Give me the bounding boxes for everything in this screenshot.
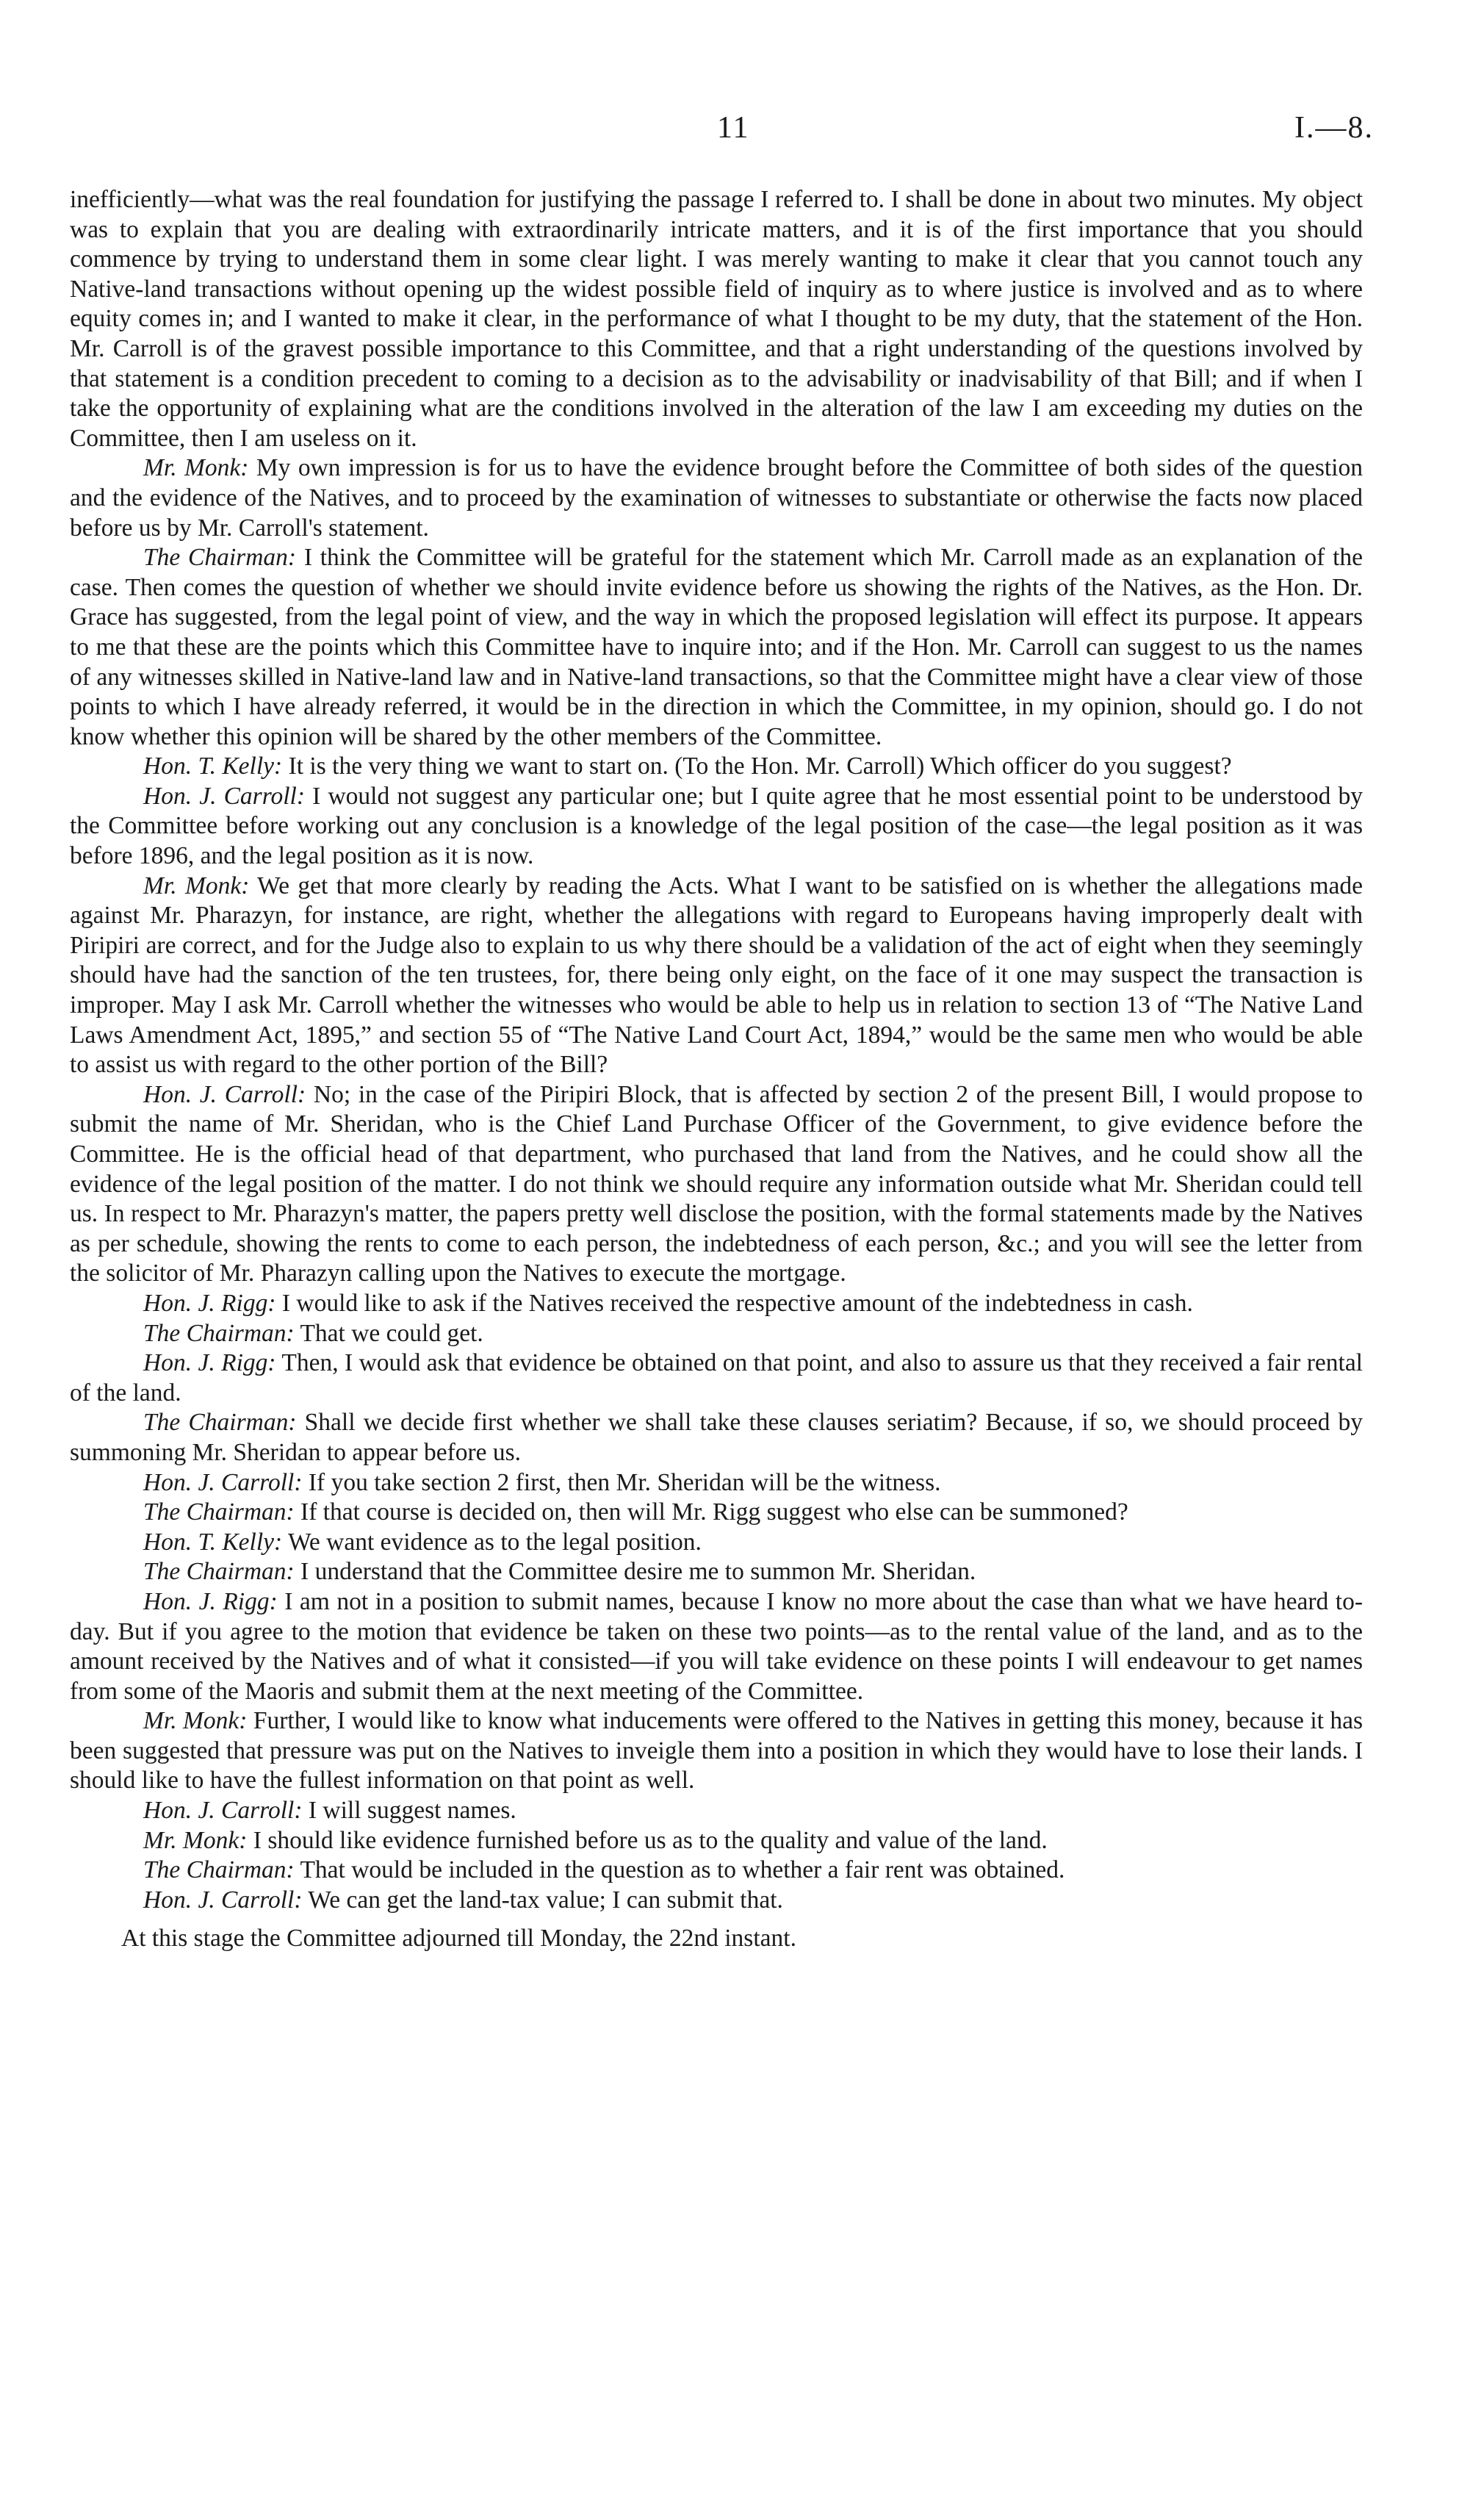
speaker-name: The Chairman: [143,544,297,572]
speaker-name: Mr. Monk: [143,872,250,899]
speech-text: If that course is decided on, then will Mr. Rigg suggest who else can be summoned? [294,1498,1128,1526]
speech-paragraph [70,782,1363,872]
speaker-name: The Chairman: [143,1856,295,1884]
paragraph-text: inefficiently—what was the real foundation for justifying the passage I referred to. I shall be done in about two minutes. My object was to explain that you are dealing with extraordinarily intricate matters, and it is of the first importance that you should commence by trying to understand them in some clear light. I was merely wanting to make it clear that you cannot touch any Native-land transactions without opening up the widest possible field of inquiry as to where justice is involved and as to where equity comes in; and I wanted to make it clear, in the performance of what I thought to be my duty, that the statement of the Hon. Mr. Carroll is of the gravest possible importance to this Committee, and that a right understanding of the questions involved by that statement is a condition precedent to coming to a decision as to the advisability or inadvisability of that Bill; and if when I take the opportunity of explaining what are the conditions involved in the alteration of the law I am exceeding my duties on the Committee, then I am useless on it. [70,186,1363,452]
speaker-name: The Chairman: [143,1498,295,1526]
speech-text: It is the very thing we want to start on. (To the Hon. Mr. Carroll) Which officer do you suggest? [282,752,1232,780]
speaker-name: The Chairman: [143,1409,297,1437]
document-body [70,185,1363,1954]
adjournment-note: At this stage the Committee adjourned till Monday, the 22nd instant. [121,1925,796,1953]
speech-paragraph [70,1289,1363,1319]
speech-paragraph [70,1408,1363,1468]
speaker-name: Hon. J. Carroll: [143,1080,306,1108]
speech-paragraph [70,1348,1363,1408]
speaker-name: Hon. J. Rigg: [143,1289,276,1317]
speaker-name: Hon. J. Carroll: [143,1797,303,1825]
speech-text: If you take section 2 first, then Mr. Sheridan will be the witness. [302,1468,941,1496]
speech-paragraph [70,1498,1363,1528]
speech-text: That would be included in the question as to whether a fair rent was obtained. [294,1856,1065,1884]
speaker-name: Hon. J. Carroll: [143,782,306,810]
page-number: 11 [717,111,750,145]
speech-paragraph [70,1587,1363,1706]
speech-text: I think the Committee will be grateful for the statement which Mr. Carroll made as an explanation of the case. Then comes the question of whether we should invite evidence before us showing the rights of the Natives, as the Hon. Dr. Grace has suggested, from the legal point of view, and the way in which the proposed legislation will effect its purpose. It appears to me that these are the points which this Committee have to inquire into; and if the Hon. Mr. Carroll can suggest to us the names of any witnesses skilled in Native-land law and in Native-land transactions, so that the Committee might have a clear view of those points to which I have already referred, it would be in the direction in which the Committee, in my opinion, should go. I do not know whether this opinion will be shared by the other members of the Committee. [70,544,1364,750]
speech-text: I would not suggest any particular one; but I quite agree that he most essential point to be understood by the Committee before working out any conclusion is a knowledge of the legal position of the case—the legal position as it was before 1896, and the legal position as it is now. [70,782,1363,870]
speech-text: We get that more clearly by reading the Acts. What I want to be satisfied on is whether the allegations made against Mr. Pharazyn, for instance, are right, whether the allegations with regard to Europeans having improperly dealt with Piripiri are correct, and for the Judge also to explain to us why there should be a validation of the act of eight when they seemingly should have had the sanction of the ten trustees, for, there being only eight, on the face of it one may suspect the transaction is improper. May I ask Mr. Carroll whether the witnesses who would be able to help us in relation to section 13 of “The Native Land Laws Amendment Act, 1895,” and section 55 of “The Native Land Court Act, 1894,” would be the same men who would be able to assist us with regard to the other portion of the Bill? [70,872,1363,1079]
speech-text: Shall we decide first whether we shall take these clauses seriatim? Because, if so, we should proceed by summoning Mr. Sheridan to appear before us. [70,1409,1363,1466]
speech-text: I am not in a position to submit names, because I know no more about the case than what we have heard to-day. But if you agree to the motion that evidence be taken on these two points—as to the rental value of the land, and as to the amount received by the Natives and of what it consisted—if you will take evidence on these points I will endeavour to get names from some of the Maoris and submit them at the next meeting of the Committee. [70,1587,1363,1705]
speech-paragraph [70,1319,1363,1349]
speech-text: I would like to ask if the Natives received the respective amount of the indebtedness in cash. [275,1289,1193,1317]
paragraph [70,185,1363,453]
speech-paragraph [70,453,1363,543]
speech-text: My own impression is for us to have the evidence brought before the Committee of both sides of the question and the evidence of the Natives, and to proceed by the examination of witnesses to substantiate or otherwise the facts now placed before us by Mr. Carroll's statement. [70,454,1363,542]
speech-paragraph [70,1528,1363,1558]
speech-text: That we could get. [294,1319,483,1347]
speech-paragraph [70,1886,1363,1916]
speaker-name: Hon. J. Rigg: [143,1349,276,1377]
speaker-name: The Chairman: [143,1319,295,1347]
speech-paragraph [70,1706,1363,1796]
speaker-name: Hon. J. Carroll: [143,1886,303,1914]
speech-text: We want evidence as to the legal position. [282,1528,702,1556]
speech-text: No; in the case of the Piripiri Block, that is affected by section 2 of the present Bill, I would propose to submit the name of Mr. Sheridan, who is the Chief Land Purchase Officer of the Government, to give evidence before the Committee. He is the official head of that department, who purchased that land from the Natives, and he could show all the evidence of the legal position of the matter. I do not think we should require any information outside what Mr. Sheridan could tell us. In respect to Mr. Pharazyn's matter, the papers pretty well disclose the position, with the formal statements made by the Natives as per schedule, showing the rents to come to each person, the indebtedness of each person, &c.; and you will see the letter from the solicitor of Mr. Pharazyn calling upon the Natives to execute the mortgage. [70,1080,1363,1287]
speech-text: I understand that the Committee desire me to summon Mr. Sheridan. [294,1558,976,1586]
speaker-name: Hon. T. Kelly: [143,752,283,780]
speech-paragraph [70,1796,1363,1826]
page-header [0,110,1484,154]
speech-paragraph [70,1557,1363,1587]
speech-text: Further, I would like to know what inducements were offered to the Natives in getting this money, because it has been suggested that pressure was put on the Natives to inveigle them into a position in which they would have to lose their lands. I should like to have the fullest information on that point as well. [70,1707,1363,1795]
speech-paragraph [70,1826,1363,1856]
speaker-name: Hon. J. Carroll: [143,1468,303,1496]
speaker-name: The Chairman: [143,1558,295,1586]
speech-text: We can get the land-tax value; I can submit that. [302,1886,783,1914]
speaker-name: Hon. T. Kelly: [143,1528,283,1556]
speaker-name: Mr. Monk: [143,1826,248,1854]
speech-text: Then, I would ask that evidence be obtained on that point, and also to assure us that they received a fair rental of the land. [70,1349,1363,1407]
speech-text: I should like evidence furnished before us as to the quality and value of the land. [247,1826,1048,1854]
speech-paragraph [70,872,1363,1080]
speech-paragraph [70,752,1363,782]
speaker-name: Hon. J. Rigg: [143,1587,278,1615]
speech-text: I will suggest names. [302,1797,516,1825]
document-reference: I.—8. [1294,111,1374,145]
speech-paragraph [70,1856,1363,1886]
speech-paragraph [70,543,1363,752]
speaker-name: Mr. Monk: [143,1707,248,1735]
speech-paragraph [70,1468,1363,1498]
speech-paragraph [70,1080,1363,1289]
speaker-name: Mr. Monk: [143,454,249,482]
